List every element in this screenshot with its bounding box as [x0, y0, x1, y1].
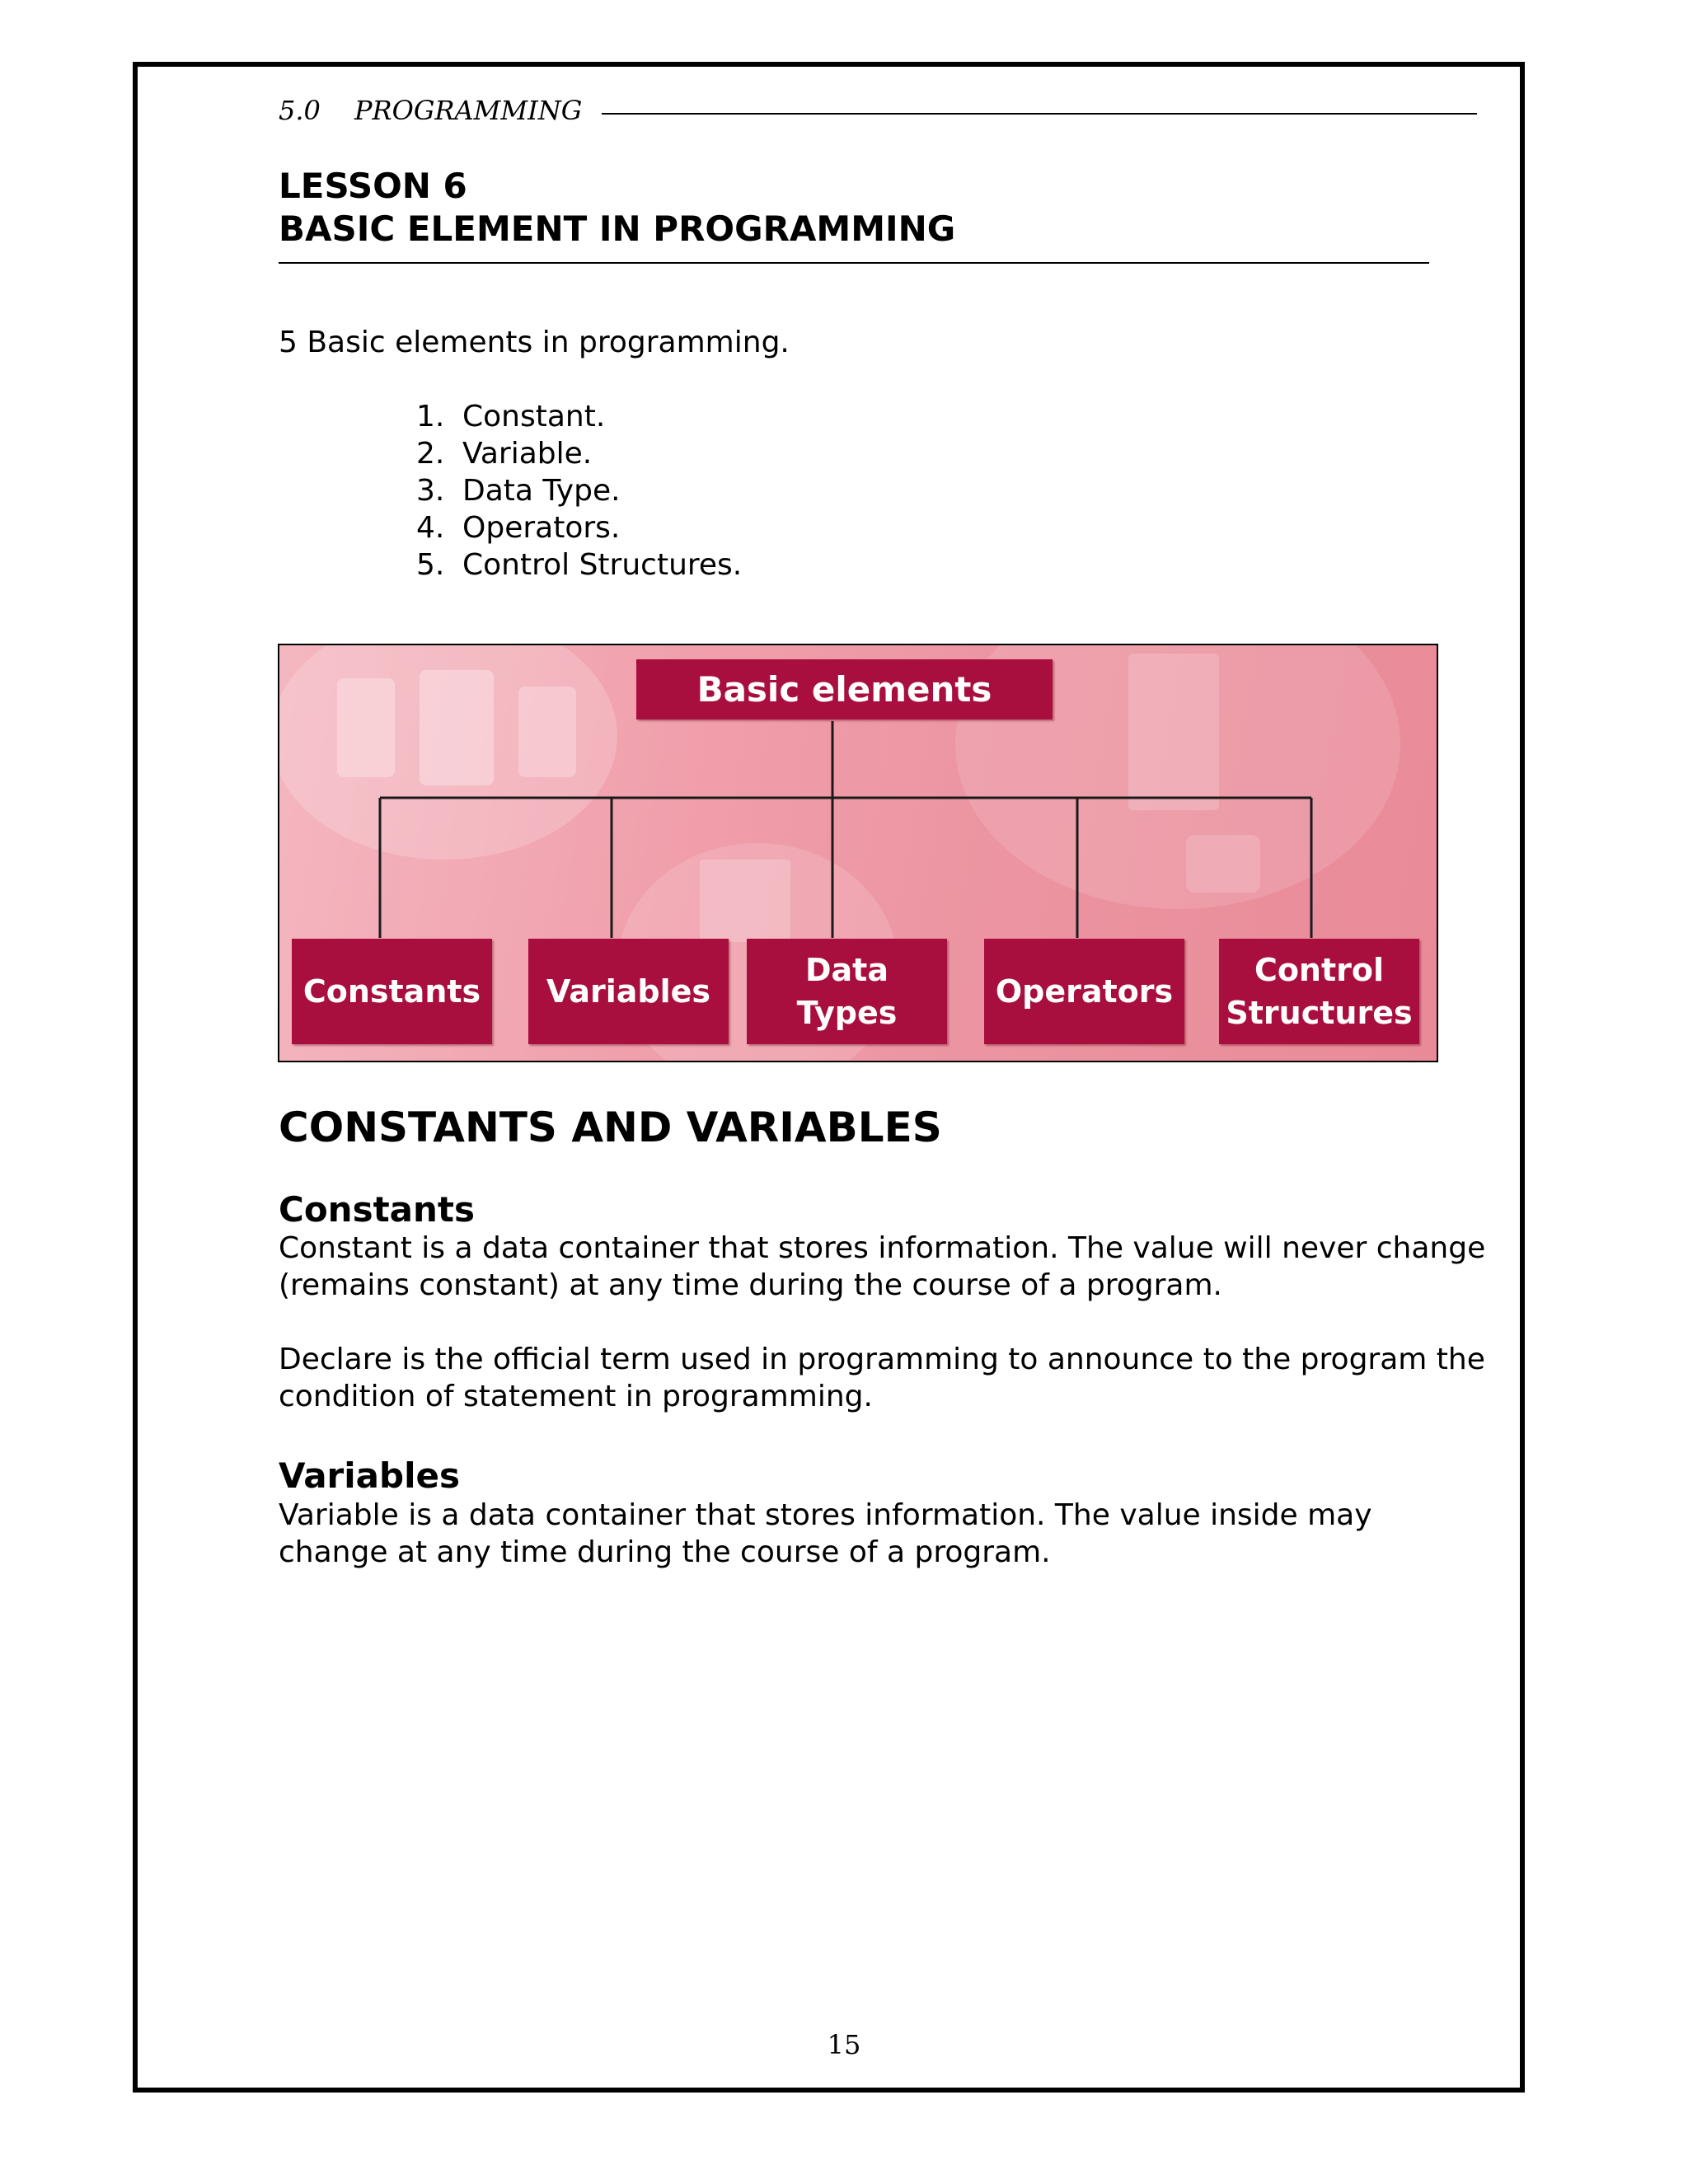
intro-text: 5 Basic elements in programming.: [279, 326, 790, 359]
diagram-node-data-types: [747, 939, 947, 1044]
diagram-node-operators: [984, 939, 1184, 1044]
list-item-text: Constant.: [462, 400, 606, 434]
list-item-number: 5.: [416, 548, 445, 582]
decor-tower: [1128, 654, 1219, 810]
list-item-text: Control Structures.: [462, 548, 743, 582]
running-header: [279, 92, 1477, 129]
diagram-root-label: Basic elements: [696, 668, 992, 710]
diagram-node-label: Data: [805, 952, 889, 988]
list-item: [416, 472, 742, 509]
decor-speaker: [518, 687, 576, 777]
chapter-title: PROGRAMMING: [354, 95, 583, 126]
list-item-number: 4.: [416, 511, 445, 545]
list-item: [416, 509, 742, 546]
decor-screen: [700, 860, 790, 942]
diagram-root-box: [636, 659, 1053, 719]
diagram-node-constants: [292, 939, 492, 1044]
declare-paragraph: Declare is the official term used in programming to announce to the program the condition of statement in programming.: [279, 1343, 1485, 1413]
list-item-text: Data Type.: [462, 474, 621, 508]
variables-paragraph: Variable is a data container that stores information. The value inside may change at any time during the course of a program.: [279, 1498, 1372, 1569]
header-rule: [602, 113, 1477, 115]
list-item-number: 1.: [416, 400, 445, 434]
variables-heading: Variables: [279, 1455, 460, 1496]
list-item: [416, 435, 742, 472]
chapter-number: 5.0: [279, 95, 321, 126]
diagram-node-label: Types: [796, 995, 898, 1031]
diagram-node-label: Structures: [1226, 995, 1413, 1031]
lesson-title-block: [279, 165, 1429, 264]
elements-list: [416, 398, 742, 583]
lesson-title: BASIC ELEMENT IN PROGRAMMING: [279, 209, 956, 249]
page-number: 15: [827, 2029, 861, 2060]
diagram-node-label: Constants: [302, 973, 481, 1010]
page-border: [133, 62, 1525, 2093]
decor-speaker: [337, 678, 395, 777]
constants-heading: Constants: [279, 1189, 475, 1230]
basic-elements-diagram: [278, 644, 1438, 1062]
decor-device: [1186, 835, 1260, 893]
diagram-node-label: Variables: [546, 973, 710, 1010]
lesson-number: LESSON 6: [279, 166, 467, 206]
list-item-number: 2.: [416, 437, 445, 471]
list-item: [416, 398, 742, 435]
diagram-node-label: Control: [1254, 952, 1385, 988]
section-heading: CONSTANTS AND VARIABLES: [279, 1104, 942, 1151]
list-item: [416, 546, 742, 583]
constants-paragraph: Constant is a data container that stores information. The value will never change (remains constant) at any time during the course of a program.: [279, 1231, 1486, 1302]
diagram-node-control-structures: [1219, 939, 1419, 1044]
decor-speaker: [420, 670, 494, 785]
list-item-number: 3.: [416, 474, 445, 508]
diagram-node-variables: [528, 939, 729, 1044]
list-item-text: Variable.: [462, 437, 593, 471]
list-item-text: Operators.: [462, 511, 621, 545]
diagram-node-label: Operators: [995, 973, 1174, 1010]
